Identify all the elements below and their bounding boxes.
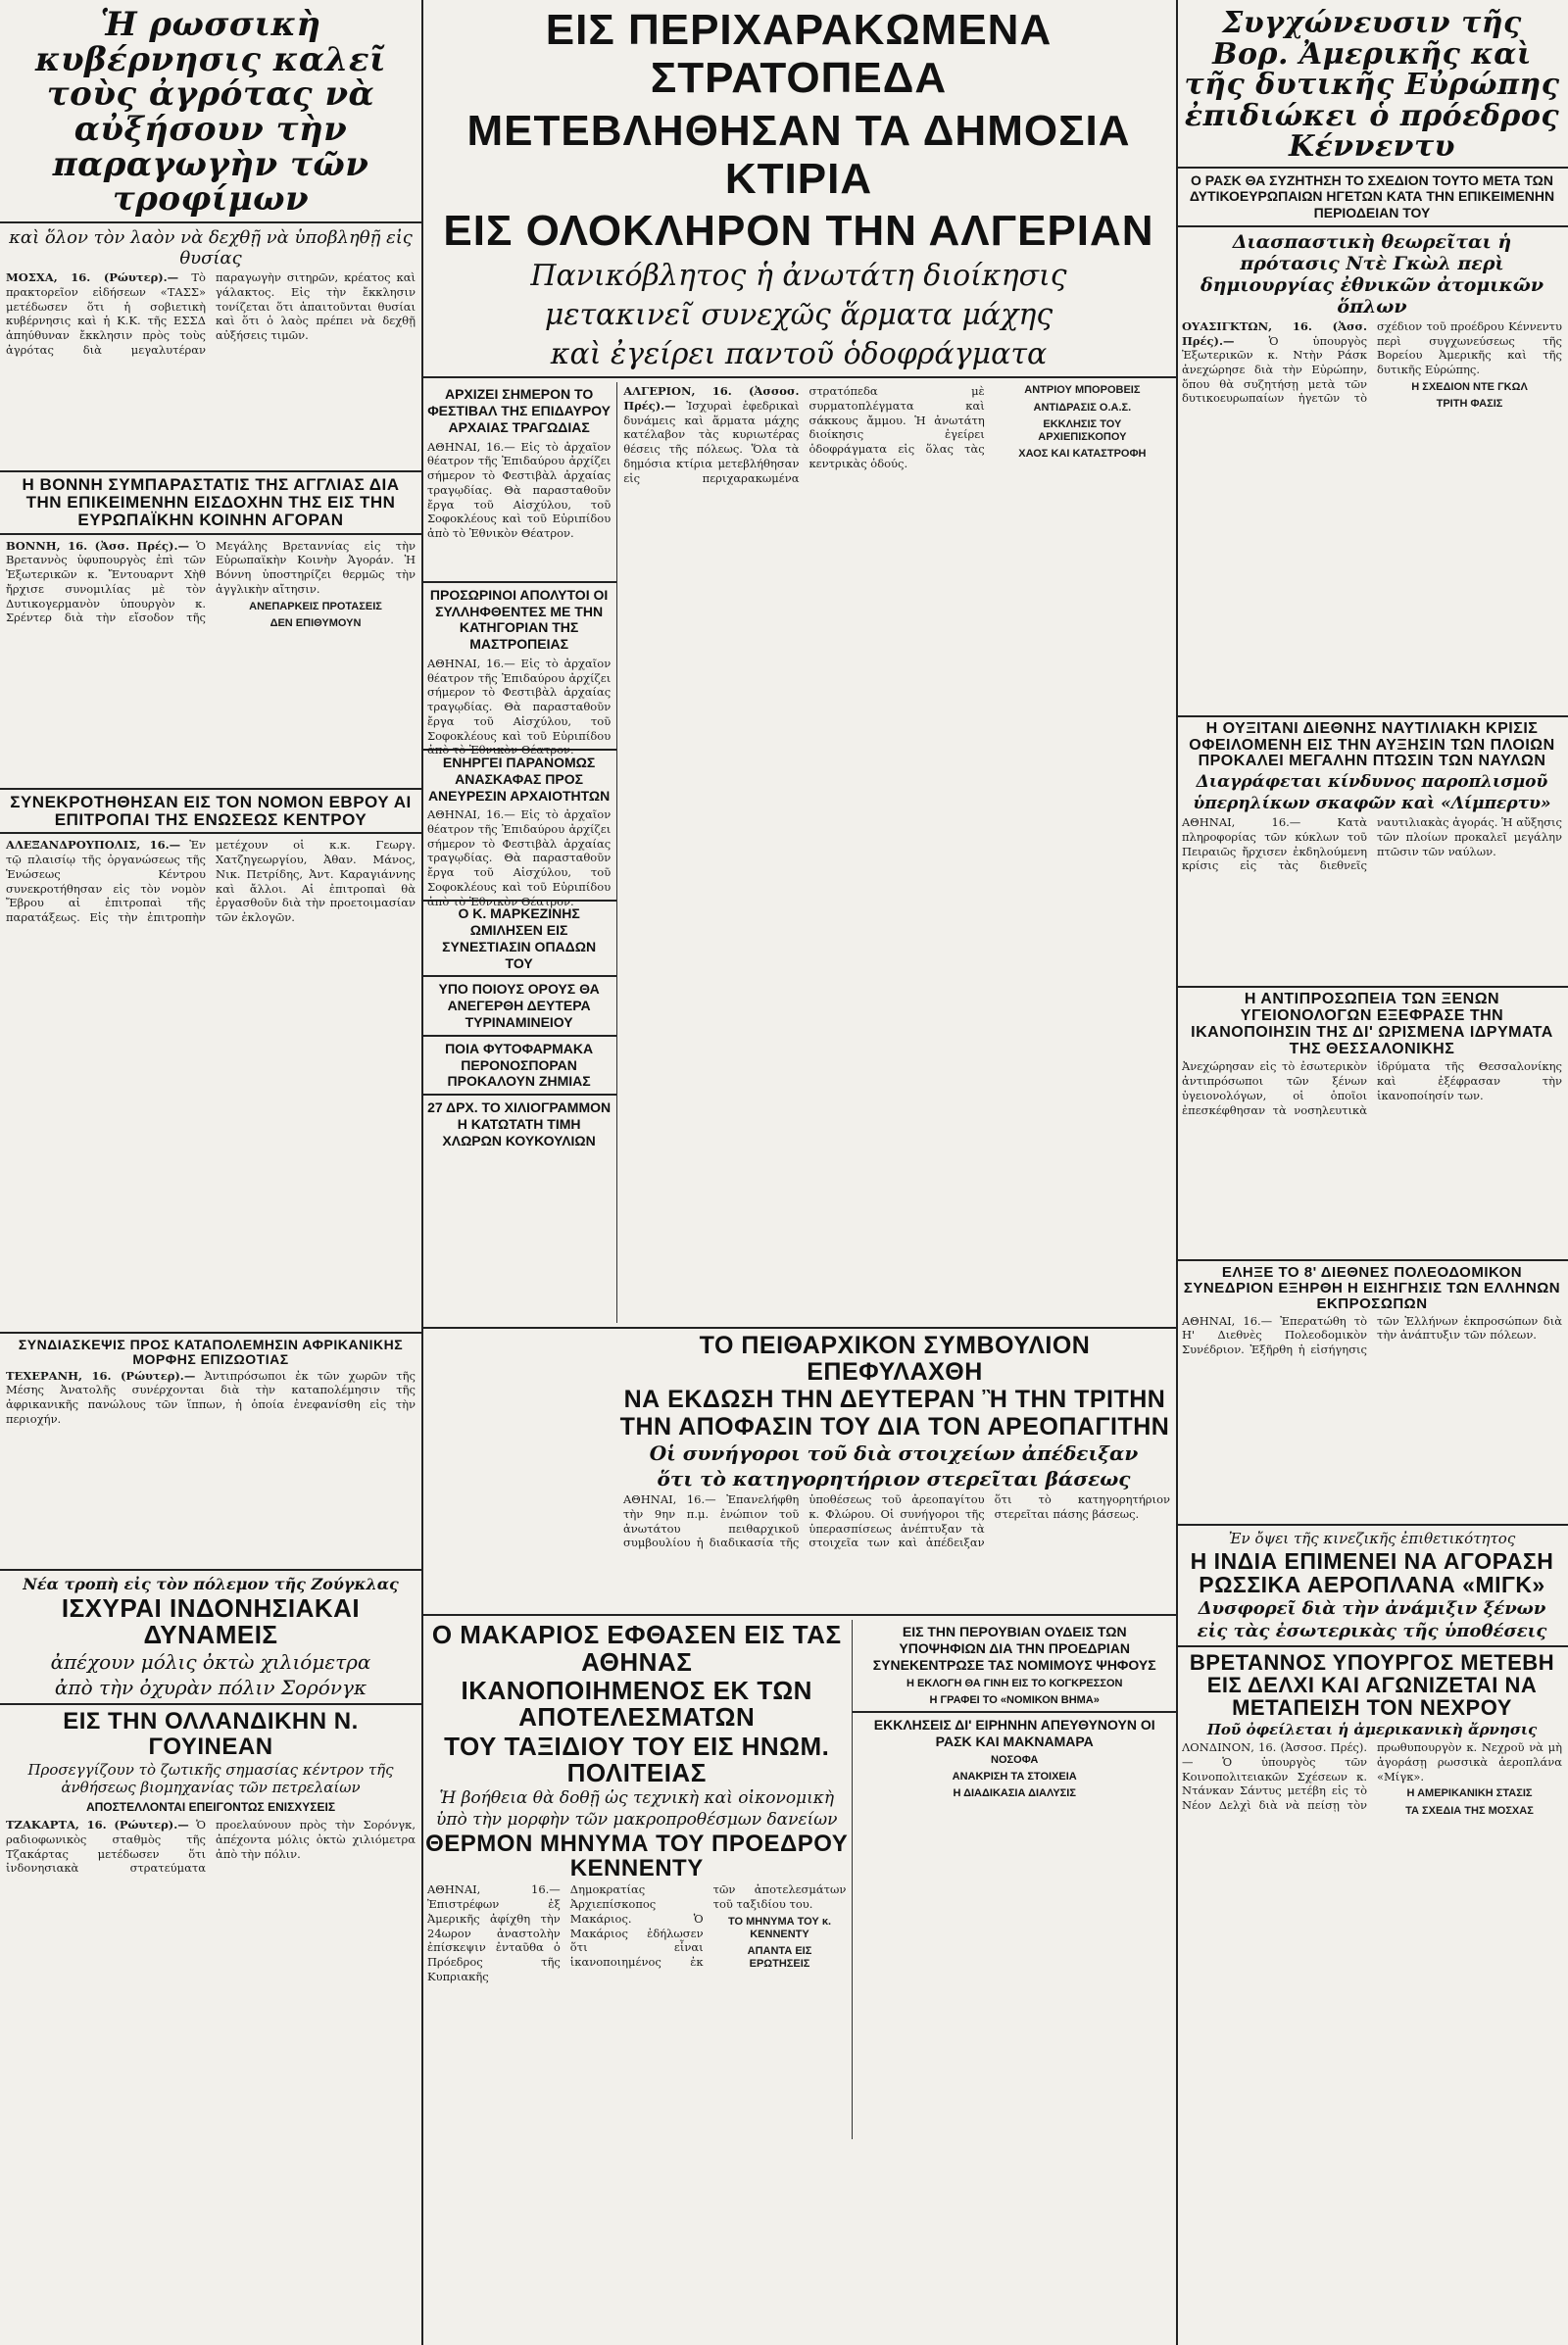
story-algeria bbox=[623, 384, 1170, 1315]
text-africa: Ἀντιπρόσωποι ἐκ τῶν χωρῶν τῆς Μέσης Ἀνατολῆς συνέρχονται διὰ τὴν καταπολέμησιν τῆς ἀφρικανικῆς πανώλους τῶν ἵππων, ἡ ὁποία ἐνεφανίσθη εἰς τὴν περιοχήν. bbox=[6, 1368, 416, 1426]
headline-makarios-1: Ο ΜΑΚΑΡΙΟΣ ΕΦΘΑΣΕΝ ΕΙΣ ΤΑΣ ΑΘΗΝΑΣ bbox=[431, 1620, 842, 1677]
text-rusk: Ὁ ὑπουργὸς Ἐξωτερικῶν κ. Ντὴν Ράσκ ἀνεχώρησε διὰ τὴν Εὐρώπην, ὅπου θὰ συζητήσῃ μετὰ τῶν δυτικοευρωπαίων ἡγετῶν τὸ σχέδιον τοῦ προέδρου Κέννεντυ περὶ συγχωνεύσεως τῆς Βορείου Ἀμερικῆς καὶ τῆς δυτικῆς Εὐρώπης. bbox=[1182, 318, 1562, 406]
divider bbox=[421, 1094, 616, 1096]
divider bbox=[0, 221, 421, 223]
text-moscow: Τὸ πρακτορεῖον εἰδήσεων «ΤΑΣΣ» μετέδωσεν ὅτι ἡ σοβιετικὴ κυβέρνησις καὶ ἡ Κ.Κ. τῆς ΕΣΣΔ ἀπηύθυναν ἔκκλησιν πρὸς τοὺς ἀγρότας διὰ μεγαλυτέραν παραγωγὴν σιτηρῶν, κρέατος καὶ γάλακτος. Εἰς τὴν ἔκκλησιν τονίζεται ὅτι ἀπαιτοῦνται θυσίαι καὶ ὅτι ὁ λαὸς πρέπει νὰ δεχθῇ αὐξήσεις τιμῶν. bbox=[6, 270, 416, 357]
divider bbox=[853, 1711, 1176, 1713]
center-upper-block bbox=[421, 382, 1176, 1323]
text-india: ΛΟΝΔΙΝΟΝ, 16. (Ἀσσοσ. Πρές).— Ὁ ὑπουργὸς τῶν Κοινοπολιτειακῶν Σχέσεων κ. Ντάνκαν Σάντυς μετέβη εἰς τὸ Νέον Δελχὶ διὰ νὰ πείσῃ τὸν πρωθυπουργὸν κ. Νεχροῦ νὰ μὴ ἀγοράσῃ ρωσσικὰ ἀεροπλάνα «Μίγκ». bbox=[1182, 1740, 1562, 1813]
headline-india: Η ΙΝΔΙΑ ΕΠΙΜΕΝΕΙ ΝΑ ΑΓΟΡΑΣΗ ΡΩΣΣΙΚΑ ΑΕΡΟΠΛΑΝΑ «ΜΙΓΚ» bbox=[1190, 1547, 1554, 1597]
subhead-church: ΕΚΚΛΗΣΙΣ ΤΟΥ ΑΡΧΙΕΠΙΣΚΟΠΟΥ bbox=[1038, 417, 1127, 443]
text-festival: ΑΘΗΝΑΙ, 16.— Εἰς τὸ ἀρχαῖον θέατρον τῆς Ἐπιδαύρου ἀρχίζει σήμερον τὸ Φεστιβὰλ ἀρχαίας τραγῳδίας. Θὰ παρασταθοῦν ἔργα τοῦ Αἰσχύλου, τοῦ Σοφοκλέους καὶ τοῦ Εὐριπίδου ἀπὸ τὸ Ἐθνικὸν Θέατρον. bbox=[427, 439, 612, 541]
dateline-africa: ΤΕΧΕΡΑΝΗ, 16. (Ρώυτερ).— bbox=[6, 1368, 196, 1383]
divider bbox=[1176, 986, 1568, 988]
divider bbox=[421, 975, 616, 977]
text-antiquities: ΑΘΗΝΑΙ, 16.— Εἰς τὸ ἀρχαῖον θέατρον τῆς Ἐπιδαύρου ἀρχίζει σήμερον τὸ Φεστιβὰλ ἀρχαίας τραγῳδίας. Θὰ παρασταθοῦν ἔργα τοῦ Αἰσχύλου, τοῦ Σοφοκλέους καὶ τοῦ Εὐριπίδου ἀπὸ τὸ Ἐθνικὸν Θέατρον. bbox=[427, 807, 612, 908]
divider bbox=[0, 1332, 421, 1334]
headline-guinea: ΕΙΣ ΤΗΝ ΟΛΛΑΝΔΙΚΗΝ Ν. ΓΟΥΙΝΕΑΝ bbox=[63, 1708, 359, 1760]
subhead-moscow: ΤΑ ΣΧΕΔΙΑ ΤΗΣ ΜΟΣΧΑΣ bbox=[1405, 1804, 1534, 1817]
subhead-antrios: ΑΝΤΡΙΟΥ ΜΠΟΡΟΒΕΙΣ bbox=[1024, 384, 1141, 397]
subheadline-india-2: εἰς τὰς ἐσωτερικὰς τῆς ὑποθέσεις bbox=[1197, 1621, 1547, 1641]
divider bbox=[0, 533, 421, 535]
story-evros bbox=[6, 838, 416, 1328]
divider bbox=[421, 581, 616, 583]
story-shipping: ΑΘΗΝΑΙ, 16.— Κατὰ πληροφορίας τῶν κύκλων τοῦ Πειραιῶς ἤρχισεν ἐκδηλούμενη κρίσις εἰς τὰς διεθνεῖς ναυτιλιακὰς ἀγοράς. Ἡ αὔξησις τῶν πλοίων προκαλεῖ μεγάλην πτῶσιν τῶν ναύλων. bbox=[1182, 815, 1562, 873]
subheadline-areopag-2: ὅτι τὸ κατηγορητήριον στερεῖται βάσεως bbox=[657, 1467, 1131, 1491]
hero-headline-line2: ΜΕΤΕΒΛΗΘΗΣΑΝ ΤΑ ΔΗΜΟΣΙΑ ΚΤΙΡΙΑ bbox=[466, 106, 1131, 203]
headline-africa: ΣΥΝΔΙΑΣΚΕΨΙΣ ΠΡΟΣ ΚΑΤΑΠΟΛΕΜΗΣΙΝ ΑΦΡΙΚΑΝΙΚΗΣ ΜΟΡΦΗΣ ΕΠΙΖΩΟΤΙΑΣ bbox=[18, 1337, 404, 1368]
story-india bbox=[1182, 1740, 1562, 2034]
right-column bbox=[1176, 0, 1568, 2036]
peru-block bbox=[853, 1620, 1176, 2139]
subheadline-guinea: Προσεγγίζουν τὸ ζωτικῆς σημασίας κέντρον τῆς ἀνθήσεως βιομηχανίας τῶν πετρελαίων bbox=[27, 1760, 394, 1796]
headline-makarios-3: ΤΟΥ ΤΑΞΙΔΙΟΥ ΤΟΥ ΕΙΣ ΗΝΩΜ. ΠΟΛΙΤΕΙΑΣ bbox=[444, 1731, 830, 1787]
headline-schools: ΥΠΟ ΠΟΙΟΥΣ ΟΡΟΥΣ ΘΑ ΑΝΕΓΕΡΘΗ ΔΕΥΤΕΡΑ ΤΥΡΙΝΑΜΙΝΕΙΟΥ bbox=[438, 981, 600, 1031]
divider bbox=[1176, 1524, 1568, 1526]
subhead-third-phase: ΤΡΙΤΗ ΦΑΣΙΣ bbox=[1436, 397, 1503, 410]
headline-areopag-1: ΤΟ ΠΕΙΘΑΡΧΙΚΟΝ ΣΥΜΒΟΥΛΙΟΝ ΕΠΕΦΥΛΑΧΘΗ bbox=[699, 1332, 1091, 1386]
subheadline-makarios-1: Ἡ βοήθεια θὰ δοθῇ ὡς τεχνικὴ καὶ οἰκονομικὴ bbox=[439, 1788, 835, 1809]
headline-bonn: Η ΒΟΝΝΗ ΣΥΜΠΑΡΑΣΤΑΤΙΣ ΤΗΣ ΑΓΓΛΙΑΣ ΔΙΑ ΤΗΝ ΕΠΙΚΕΙΜΕΝΗΝ ΕΙΣΔΟΧΗΝ ΤΗΣ ΕΙΣ ΤΗΝ ΕΥΡΩΠΑΪΚΗΝ ΚΟΙΝΗΝ ΑΓΟΡΑΝ bbox=[22, 475, 400, 529]
subhead-message: ΤΟ ΜΗΝΥΜΑ ΤΟΥ κ. ΚΕΝΝΕΝΤΥ bbox=[727, 1915, 832, 1941]
dateline-washington: ΟΥΑΣΙΓΚΤΩΝ, 16. (Ἀσσ. Πρές).— bbox=[1182, 318, 1367, 348]
divider bbox=[1176, 1645, 1568, 1647]
headline-areopag-2: ΝΑ ΕΚΔΩΣΗ ΤΗΝ ΔΕΥΤΕΡΑΝ Ἢ ΤΗΝ ΤΡΙΤΗΝ bbox=[623, 1385, 1166, 1413]
story-areopag: ΑΘΗΝΑΙ, 16.— Ἐπανελήφθη τὴν 9ην π.μ. ἐνώπιον τοῦ ἀνωτάτου πειθαρχικοῦ συμβουλίου ἡ διαδικασία τῆς ὑποθέσεως τοῦ ἀρεοπαγίτου κ. Φλώρου. Οἱ συνήγοροι τῆς ὑπερασπίσεως ἀνέπτυξαν τὰ στοιχεῖα των καὶ ἀπέδειξαν ὅτι τὸ κατηγορητήριον στερεῖται πάσης βάσεως. bbox=[623, 1492, 1170, 1550]
headline-russian-farmers: Ἡ ρωσσικὴ κυβέρνησις καλεῖ τοὺς ἀγρότας νὰ αὐξήσουν τὴν παραγωγὴν τῶν τροφίμων bbox=[35, 5, 386, 220]
headline-peace: ΕΚΚΛΗΣΕΙΣ ΔΙ' ΕΙΡΗΝΗΝ ΑΠΕΥΘΥΝΟΥΝ ΟΙ ΡΑΣΚ ΚΑΙ ΜΑΚΝΑΜΑΡΑ bbox=[873, 1717, 1155, 1749]
center-column bbox=[421, 0, 1176, 2139]
dateline-evros: ΑΛΕΞΑΝΔΡΟΥΠΟΛΙΣ, 16.— bbox=[6, 838, 181, 853]
divider bbox=[0, 1569, 421, 1571]
subhead-oas: ΑΝΤΙΔΡΑΣΙΣ Ο.Α.Σ. bbox=[1033, 401, 1132, 414]
headline-festival: ΑΡΧΙΖΕΙ ΣΗΜΕΡΟΝ ΤΟ ΦΕΣΤΙΒΑΛ ΤΗΣ ΕΠΙΔΑΥΡΟΥ ΑΡΧΑΙΑΣ ΤΡΑΓΩΔΙΑΣ bbox=[427, 386, 612, 435]
subheadline-shipping-2: ὑπερηλίκων σκαφῶν καὶ «Λίμπερτυ» bbox=[1193, 794, 1551, 814]
divider bbox=[0, 1703, 421, 1705]
subhead-nomiko: Η ΓΡΑΦΕΙ ΤΟ «ΝΟΜΙΚΟΝ ΒΗΜΑ» bbox=[929, 1693, 1100, 1706]
story-africa bbox=[6, 1369, 416, 1565]
dateline-bonn: ΒΟΝΝΗ, 16. (Ἀσσ. Πρές).— bbox=[6, 538, 189, 553]
headline-urban: ΕΛΗΞΕ ΤΟ 8' ΔΙΕΘΝΕΣ ΠΟΛΕΟΔΟΜΙΚΟΝ ΣΥΝΕΔΡΙΟΝ ΕΞΗΡΘΗ Η ΕΙΣΗΓΗΣΙΣ ΤΩΝ ΕΛΛΗΝΩΝ ΕΚΠΡΟΣΩΠΩΝ bbox=[1183, 1264, 1561, 1312]
subheadline-indonesia-1: ἀπέχουν μόλις ὀκτὼ χιλιόμετρα bbox=[50, 1650, 371, 1675]
text-prostitution: ΑΘΗΝΑΙ, 16.— Εἰς τὸ ἀρχαῖον θέατρον τῆς Ἐπιδαύρου ἀρχίζει σήμερον τὸ Φεστιβὰλ ἀρχαίας τραγῳδίας. Θὰ παρασταθοῦν ἔργα τοῦ Αἰσχύλου, τοῦ Σοφοκλέους καὶ τοῦ Εὐριπίδου ἀπὸ τὸ Ἐθνικὸν Θέατρον. bbox=[427, 656, 612, 757]
text-bonn: Ὁ Βρεταννὸς ὑφυπουργὸς ἐπὶ τῶν Ἐξωτερικῶν κ. Ἔντουαρντ Χὴθ ἤρχισε συνομιλίας μὲ τὸν Δυτικογερμανὸν ὑπουργὸν κ. Σρέντερ διὰ τὴν εἴσοδον τῆς Μεγάλης Βρεταννίας εἰς τὴν Εὐρωπαϊκὴν Κοινὴν Ἀγοράν. Ἡ Βόννη ὑποστηρίζει θερμῶς τὴν ἀγγλικὴν αἴτησιν. bbox=[6, 538, 416, 625]
divider bbox=[0, 832, 421, 834]
headline-rusk: Ο ΡΑΣΚ ΘΑ ΣΥΖΗΤΗΣΗ ΤΟ ΣΧΕΔΙΟΝ ΤΟΥΤΟ ΜΕΤΑ ΤΩΝ ΔΥΤΙΚΟΕΥΡΩΠΑΙΩΝ ΗΓΕΤΩΝ ΚΑΤΑ ΤΗΝ ΕΠΙΚΕΙΜΕΝΗΝ ΠΕΡΙΟΔΕΙΑΝ ΤΟΥ bbox=[1189, 171, 1555, 221]
headline-indonesia: ΙΣΧΥΡΑΙ ΙΝΔΟΝΗΣΙΑΚΑΙ ΔΥΝΑΜΕΙΣ bbox=[61, 1592, 361, 1650]
headline-areopag-3: ΤΗΝ ΑΠΟΦΑΣΙΝ ΤΟΥ ΔΙΑ ΤΟΝ ΑΡΕΟΠΑΓΙΤΗΝ bbox=[619, 1413, 1170, 1441]
hero-headline-line3: ΕΙΣ ΟΛΟΚΛΗΡΟΝ ΤΗΝ ΑΛΓΕΡΙΑΝ bbox=[443, 207, 1154, 256]
subheadline-areopag-1: Οἱ συνήγοροι τοῦ διὰ στοιχείων ἀπέδειξαν bbox=[649, 1441, 1139, 1466]
makarios-block bbox=[421, 1620, 853, 2139]
headline-kennedy-union: Συγχώνευσιν τῆς Βορ. Ἀμερικῆς καὶ τῆς δυτικῆς Εὐρώπης ἐπιδιώκει ὁ πρόεδρος Κέννεντυ bbox=[1184, 6, 1560, 164]
story-moscow bbox=[6, 270, 416, 466]
hero-headline-line1: ΕΙΣ ΠΕΡΙΧΑΡΑΚΩΜΕΝΑ ΣΤΡΑΤΟΠΕΔΑ bbox=[545, 6, 1053, 103]
subhead-diadikasia: Η ΔΙΑΔΙΚΑΣΙΑ ΔΙΑΛΥΣΙΣ bbox=[953, 1787, 1076, 1800]
hero-subheadline-1: Πανικόβλητος ἡ ἀνωτάτη διοίκησις bbox=[530, 259, 1067, 294]
text-algeria: Ἰσχυραὶ ἐφεδρικαὶ δυνάμεις καὶ ἅρματα μάχης κατέλαβον τὰς κυριωτέρας θέσεις τῆς πόλεως. Ὅλα τὰ δημόσια κτίρια μετεβλήθησαν εἰς περιχαρακωμένα στρατόπεδα μὲ συρματοπλέγματα καὶ σάκκους ἄμμου. Ἡ ἀνωτάτη διοίκησις ἐγείρει ὁδοφράγματα εἰς ὅλας τὰς κεντρικὰς ὁδούς. bbox=[623, 384, 985, 485]
subheadline-russian: καὶ ὅλον τὸν λαὸν νὰ δεχθῇ νὰ ὑποβληθῇ εἰς θυσίας bbox=[9, 227, 413, 269]
headline-kennedy-message: ΘΕΡΜΟΝ ΜΗΝΥΜΑ ΤΟΥ ΠΡΟΕΔΡΟΥ ΚΕΝΝΕΝΤΥ bbox=[425, 1831, 849, 1882]
headline-evros: ΣΥΝΕΚΡΟΤΗΘΗΣΑΝ ΕΙΣ ΤΟΝ ΝΟΜΟΝ ΕΒΡΟΥ ΑΙ ΕΠΙΤΡΟΠΑΙ ΤΗΣ ΕΝΩΣΕΩΣ ΚΕΝΤΡΟΥ bbox=[10, 792, 412, 829]
subhead-chaos: ΧΑΟΣ ΚΑΙ ΚΑΤΑΣΤΡΟΦΗ bbox=[1018, 448, 1147, 461]
headline-cocoons: 27 ΔΡΧ. ΤΟ ΧΙΛΙΟΓΡΑΜΜΟΝ Η ΚΑΤΩΤΑΤΗ ΤΙΜΗ ΧΛΩΡΩΝ ΚΟΥΚΟΥΛΙΩΝ bbox=[427, 1099, 612, 1148]
story-bonn bbox=[6, 539, 416, 784]
hero-subheadline-2: μετακινεῖ συνεχῶς ἅρματα μάχης bbox=[544, 298, 1054, 333]
subhead-nosos: ΝΟΣΟΦΑ bbox=[991, 1753, 1039, 1766]
divider bbox=[421, 1035, 616, 1037]
divider bbox=[0, 788, 421, 790]
subhead-inadequate: ΑΝΕΠΑΡΚΕΙΣ ΠΡΟΤΑΣΕΙΣ bbox=[249, 600, 382, 612]
headline-antiquities: ΕΝΗΡΓΕΙ ΠΑΡΑΝΟΜΩΣ ΑΝΑΣΚΑΦΑΣ ΠΡΟΣ ΑΝΕΥΡΕΣΙΝ ΑΡΧΑΙΟΤΗΤΩΝ bbox=[427, 754, 611, 804]
divider bbox=[1176, 225, 1568, 227]
subhead-anakrisi: ΑΝΑΚΡΙΣΗ ΤΑ ΣΤΟΙΧΕΙΑ bbox=[952, 1770, 1077, 1783]
story-guinea bbox=[6, 1818, 416, 1935]
subhead-reinforcements: ΑΠΟΣΤΕΛΛΟΝΤΑΙ ΕΠΕΙΓΟΝΤΩΣ ΕΝΙΣΧΥΣΕΙΣ bbox=[85, 1799, 336, 1814]
headline-de-gaulle: Διασπαστικὴ θεωρεῖται ἡ πρότασις Ντὲ Γκὼλ περὶ δημιουργίας ἐθνικῶν ἀτομικῶν ὅπλων bbox=[1200, 230, 1544, 318]
subheadline-makarios-2: ὑπὸ τὴν μορφὴν τῶν μακροπροθέσμων δανείων bbox=[435, 1810, 838, 1831]
headline-prostitution: ΠΡΟΣΩΡΙΝΟΙ ΑΠΟΛΥΤΟΙ ΟΙ ΣΥΛΛΗΦΘΕΝΤΕΣ ΜΕ ΤΗΝ ΚΑΤΗΓΟΡΙΑΝ ΤΗΣ ΜΑΣΤΡΟΠΕΙΑΣ bbox=[429, 586, 609, 653]
headline-markezinis: Ο Κ. ΜΑΡΚΕΖΙΝΗΣ ΩΜΙΛΗΣΕΝ ΕΙΣ ΣΥΝΕΣΤΙΑΣΙΝ ΟΠΑΔΩΝ ΤΟΥ bbox=[442, 905, 597, 971]
divider bbox=[421, 1614, 1176, 1616]
subhead-not-wish: ΔΕΝ ΕΠΙΘΥΜΟΥΝ bbox=[270, 616, 362, 629]
subhead-answers: ΑΠΑΝΤΑ ΕΙΣ ΕΡΩΤΗΣΕΙΣ bbox=[747, 1945, 812, 1971]
divider bbox=[421, 1327, 1176, 1329]
subheadline-shipping-1: Διαγράφεται κίνδυνος παροπλισμοῦ bbox=[1196, 772, 1548, 793]
divider bbox=[0, 470, 421, 472]
divider bbox=[1176, 715, 1568, 717]
kicker-jungle-war: Νέα τροπὴ εἰς τὸν πόλεμον τῆς Ζούγκλας bbox=[23, 1574, 399, 1593]
headline-pesticides: ΠΟΙΑ ΦΥΤΟΦΑΡΜΑΚΑ ΠΕΡΟΝΟΣΠΟΡΑΝ ΠΡΟΚΑΛΟΥΝ ΖΗΜΙΑΣ bbox=[445, 1040, 594, 1090]
headline-health: Η ΑΝΤΙΠΡΟΣΩΠΕΙΑ ΤΩΝ ΞΕΝΩΝ ΥΓΕΙΟΝΟΛΟΓΩΝ ΕΞΕΦΡΑΣΕ ΤΗΝ ΙΚΑΝΟΠΟΙΗΣΙΝ ΤΗΣ ΔΙ' ΩΡΙΣΜΕΝΑ ΙΔΡΥΜΑΤΑ ΤΗΣ ΘΕΣΣΑΛΟΝΙΚΗΣ bbox=[1191, 991, 1553, 1057]
story-urban: ΑΘΗΝΑΙ, 16.— Ἐπερατώθη τὸ Η' Διεθνὲς Πολεοδομικὸν Συνέδριον. Ἐξῆρθη ἡ εἰσήγησις τῶν Ἑλλήνων ἐκπροσώπων διὰ τὴν ἀνάπτυξιν τῶν πόλεων. bbox=[1182, 1313, 1562, 1357]
dateline-algeria: ΑΛΓΕΡΙΟΝ, 16. (Ἀσσοσ. Πρές).— bbox=[623, 384, 800, 414]
text-evros: Ἐν τῷ πλαισίῳ τῆς ὀργανώσεως τῆς Ἑνώσεως Κέντρου συνεκροτήθησαν εἰς τὸν νομὸν Ἔβρου αἱ ἐπιτροπαὶ τῆς παρατάξεως. Εἰς τὴν ἐπιτροπὴν μετέχουν οἱ κ.κ. Γεωργ. Χατζηγεωργίου, Ἀθαν. Μάνος, Νικ. Πετρίδης, Ἀντ. Καραγιάννης καὶ ἄλλοι. Αἱ ἐπιτροπαὶ θὰ ἐργασθοῦν διὰ τὴν προετοιμασίαν τῶν ἐκλογῶν. bbox=[6, 838, 416, 924]
headline-britain: ΒΡΕΤΑΝΝΟΣ ΥΠΟΥΡΓΟΣ ΜΕΤΕΒΗ ΕΙΣ ΔΕΛΧΙ ΚΑΙ ΑΓΩΝΙΖΕΤΑΙ ΝΑ ΜΕΤΑΠΕΙΣΗ ΤΟΝ ΝΕΧΡΟΥ bbox=[1189, 1650, 1555, 1721]
story-makarios bbox=[427, 1882, 846, 2137]
left-column bbox=[0, 0, 421, 1937]
headline-makarios-2: ΙΚΑΝΟΠΟΙΗΜΕΝΟΣ ΕΚ ΤΩΝ ΑΠΟΤΕΛΕΣΜΑΤΩΝ bbox=[461, 1675, 812, 1733]
headline-peru: ΕΙΣ ΤΗΝ ΠΕΡΟΥΒΙΑΝ ΟΥΔΕΙΣ ΤΩΝ ΥΠΟΨΗΦΙΩΝ ΔΙΑ ΤΗΝ ΠΡΟΕΔΡΙΑΝ ΣΥΝΕΚΕΝΤΡΩΣΕ ΤΑΣ ΝΟΜΙΜΟΥΣ ΨΗΦΟΥΣ bbox=[872, 1624, 1156, 1673]
story-rusk bbox=[1182, 319, 1562, 711]
text-guinea: Ὁ ραδιοφωνικὸς σταθμὸς τῆς Τζακάρτας μετέδωσεν ὅτι ἰνδονησιακὰ στρατεύματα προελαύνουν πρὸς τὴν Σορόνγκ, ἀπέχοντα μόλις ὀκτὼ χιλιόμετρα ἀπὸ τὴν πόλιν. bbox=[6, 1818, 416, 1876]
subhead-stasis: Η ΑΜΕΡΙΚΑΝΙΚΗ ΣΤΑΣΙΣ bbox=[1406, 1787, 1533, 1800]
divider bbox=[421, 376, 1176, 378]
divider bbox=[1176, 167, 1568, 169]
kicker-india: Ἐν ὄψει τῆς κινεζικῆς ἐπιθετικότητος bbox=[1228, 1529, 1516, 1547]
story-health: Ἀνεχώρησαν εἰς τὸ ἐσωτερικὸν ἀντιπρόσωποι τῶν ξένων ὑγειονολόγων, οἱ ὁποῖοι ἐπεσκέφθησαν τὰ νοσηλευτικὰ ἱδρύματα τῆς Θεσσαλονίκης καὶ ἐξέφρασαν τὴν ἱκανοποίησίν των. bbox=[1182, 1059, 1562, 1117]
text-makarios: ΑΘΗΝΑΙ, 16.— Ἐπιστρέφων ἐξ Ἀμερικῆς ἀφίχθη τὴν 24ωρον ἀναστολὴν ἐπίσκεψιν ἐνταῦθα ὁ Πρόεδρος τῆς Κυπριακῆς Δημοκρατίας Ἀρχιεπίσκοπος Μακάριος. Ὁ Μακάριος ἐδήλωσεν ὅτι εἶναι ἱκανοποιημένος ἐκ τῶν ἀποτελεσμάτων τοῦ ταξιδίου του. bbox=[427, 1882, 847, 1983]
subhead-peru: Η ΕΚΛΟΓΗ ΘΑ ΓΙΝΗ ΕΙΣ ΤΟ ΚΟΓΚΡΕΣΣΟΝ bbox=[906, 1677, 1123, 1689]
subheadline-indonesia-2: ἀπὸ τὴν ὀχυρὰν πόλιν Σορόνγκ bbox=[54, 1676, 368, 1700]
center-lower-block bbox=[421, 1620, 1176, 2139]
hero-subheadline-3: καὶ ἐγείρει παντοῦ ὁδοφράγματα bbox=[550, 337, 1048, 372]
divider bbox=[1176, 1259, 1568, 1261]
subheadline-britain: Ποῦ ὀφείλεται ἡ ἀμερικανικὴ ἄρνησις bbox=[1206, 1721, 1538, 1739]
dateline-moscow: ΜΟΣΧΑ, 16. (Ρώυτερ).— bbox=[6, 270, 179, 285]
subhead-nato: Η ΣΧΕΔΙΟΝ ΝΤΕ ΓΚΩΛ bbox=[1411, 380, 1528, 393]
subheadline-india-1: Δυσφορεῖ διὰ τὴν ἀνάμιξιν ξένων bbox=[1198, 1598, 1546, 1619]
dateline-jakarta: ΤΖΑΚΑΡΤΑ, 16. (Ρώυτερ).— bbox=[6, 1818, 189, 1832]
headline-shipping: Η ΟΥΞΙΤΑΝΙ ΔΙΕΘΝΗΣ ΝΑΥΤΙΛΙΑΚΗ ΚΡΙΣΙΣ ΟΦΕΙΛΟΜΕΝΗ ΕΙΣ ΤΗΝ ΑΥΞΗΣΙΝ ΤΩΝ ΠΛΟΙΩΝ ΠΡΟΚΑΛΕΙ ΜΕΓΑΛΗΝ ΠΤΩΣΙΝ ΤΩΝ ΝΑΥΛΩΝ bbox=[1189, 719, 1555, 770]
center-left-stack bbox=[421, 382, 617, 1323]
